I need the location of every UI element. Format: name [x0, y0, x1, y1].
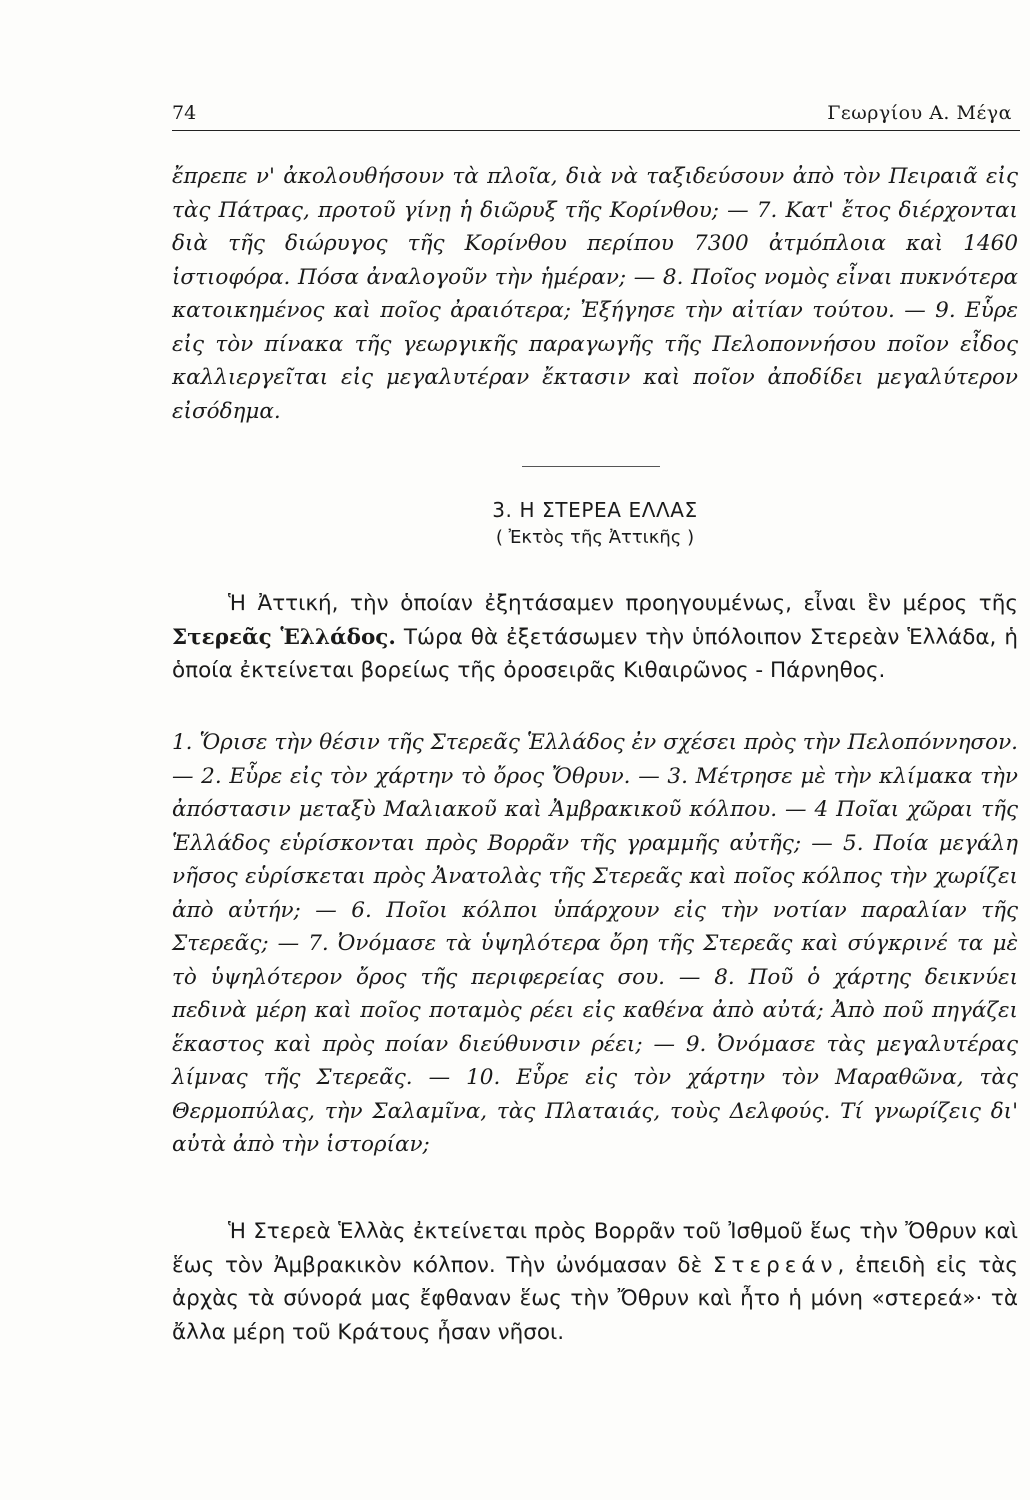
body-paragraph-end: , ἐπειδὴ εἰς τὰς ἀρχὰς τὰ σύνορά μας ἔφθαναν ἕως τὴν Ὄθρυν καὶ ἦτο ἡ μόνη «στερεά»· τὰ ἄλλα μέρη τοῦ Κράτους ἦσαν νῆσοι.: [172, 1252, 1018, 1345]
exercises-paragraph: 1. Ὅρισε τὴν θέσιν τῆς Στερεᾶς Ἑλλάδος ἐν σχέσει πρὸς τὴν Πελοπόννησον. — 2. Εὗρε εἰς τὸν χάρτην τὸ ὄρος Ὄθρυν. — 3. Μέτρησε μὲ τὴν κλίμακα τὴν ἀπόστασιν μεταξὺ Μαλιακοῦ καὶ Ἀμβρακικοῦ κόλπου. — 4 Ποῖαι χῶραι τῆς Ἑλλάδος εὑρίσκονται πρὸς Βορρᾶν τῆς γραμμῆς αὐτῆς; — 5. Ποία μεγάλη νῆσος εὑρίσκεται πρὸς Ἀνατολὰς τῆς Στερεᾶς καὶ ποῖος κόλπος τὴν χωρίζει ἀπὸ αὐτήν; — 6. Ποῖοι κόλποι ὑπάρχουν εἰς τὴν νοτίαν παραλίαν τῆς Στερεᾶς; — 7. Ὀνόμασε τὰ ὑψηλότερα ὄρη τῆς Στερεᾶς καὶ σύγκρινέ τα μὲ τὸ ὑψηλότερον ὄρος τῆς περιφερείας σου. — 8. Ποῦ ὁ χάρτης δεικνύει πεδινὰ μέρη καὶ ποῖος ποταμὸς ρέει εἰς καθένα ἀπὸ αὐτά; Ἀπὸ ποῦ πηγάζει ἕκαστος καὶ πρὸς ποίαν διεύθυνσιν ρέει; — 9. Ὀνόμασε τὰς μεγαλυτέρας λίμνας τῆς Στερεᾶς. — 10. Εὗρε εἰς τὸν χάρτην τὸν Μαραθῶνα, τὰς Θερμοπύλας, τὴν Σαλαμῖνα, τὰς Πλαταιάς, τοὺς Δελφούς. Τί γνωρίζεις δι' αὐτὰ ἀπὸ τὴν ἱστορίαν;: [172, 730, 1018, 1157]
intro-paragraph: [172, 587, 1018, 688]
intro-paragraph-start: Ἡ Ἀττική, τὴν ὁποίαν ἐξητάσαμεν προηγουμένως, εἶναι ἓν μέρος τῆς: [228, 591, 1018, 616]
page-number: 74: [172, 102, 197, 124]
body-paragraph-start: Ἡ Στερεὰ Ἑλλὰς ἐκτείνεται πρὸς Βορρᾶν τοῦ Ἰσθμοῦ ἕως τὴν Ὄθρυν καὶ ἕως τὸν Ἀμβρακικὸν κόλπον. Τὴν ὠνόμασαν δὲ: [172, 1219, 1018, 1278]
body-paragraph: [172, 1215, 1018, 1349]
spaced-term: Στερεάν: [712, 1252, 838, 1278]
bold-region-name: Στερεᾶς Ἑλλάδος.: [172, 624, 396, 650]
section-divider: [522, 466, 660, 467]
section-subtitle: ( Ἐκτὸς τῆς Ἀττικῆς ): [495, 527, 695, 548]
intro-exercises-paragraph: ἔπρεπε ν' ἀκολουθήσουν τὰ πλοῖα, διὰ νὰ ταξιδεύσουν ἀπὸ τὸν Πειραιᾶ εἰς τὰς Πάτρας, προτοῦ γίνῃ ἡ διῶρυξ τῆς Κορίνθου; — 7. Κατ' ἔτος διέρχονται διὰ τῆς διώρυγος τῆς Κορίνθου περίπου 7300 ἀτμόπλοια καὶ 1460 ἱστιοφόρα. Πόσα ἀναλογοῦν τὴν ἡμέραν; — 8. Ποῖος νομὸς εἶναι πυκνότερα κατοικημένος καὶ ποῖος ἀραιότερα; Ἐξήγησε τὴν αἰτίαν τούτου. — 9. Εὗρε εἰς τὸν πίνακα τῆς γεωργικῆς παραγωγῆς τῆς Πελοποννήσου ποῖον εἶδος καλλιεργεῖται εἰς μεγαλυτέραν ἔκτασιν καὶ ποῖον ἀποδίδει μεγαλύτερον εἰσόδημα.: [172, 164, 1018, 424]
section-title: 3. Η ΣΤΕΡΕΑ ΕΛΛΑΣ: [492, 498, 698, 522]
intro-paragraph-end: Τώρα θὰ ἐξετάσωμεν τὴν ὑπόλοιπον Στερεὰν Ἑλλάδα, ἡ ὁποία ἐκτείνεται βορείως τῆς ὀροσειρᾶς Κιθαιρῶνος - Πάρνηθος.: [172, 624, 1019, 683]
running-title: Γεωργίου Α. Μέγα: [827, 102, 1012, 124]
running-header: [172, 100, 1020, 131]
